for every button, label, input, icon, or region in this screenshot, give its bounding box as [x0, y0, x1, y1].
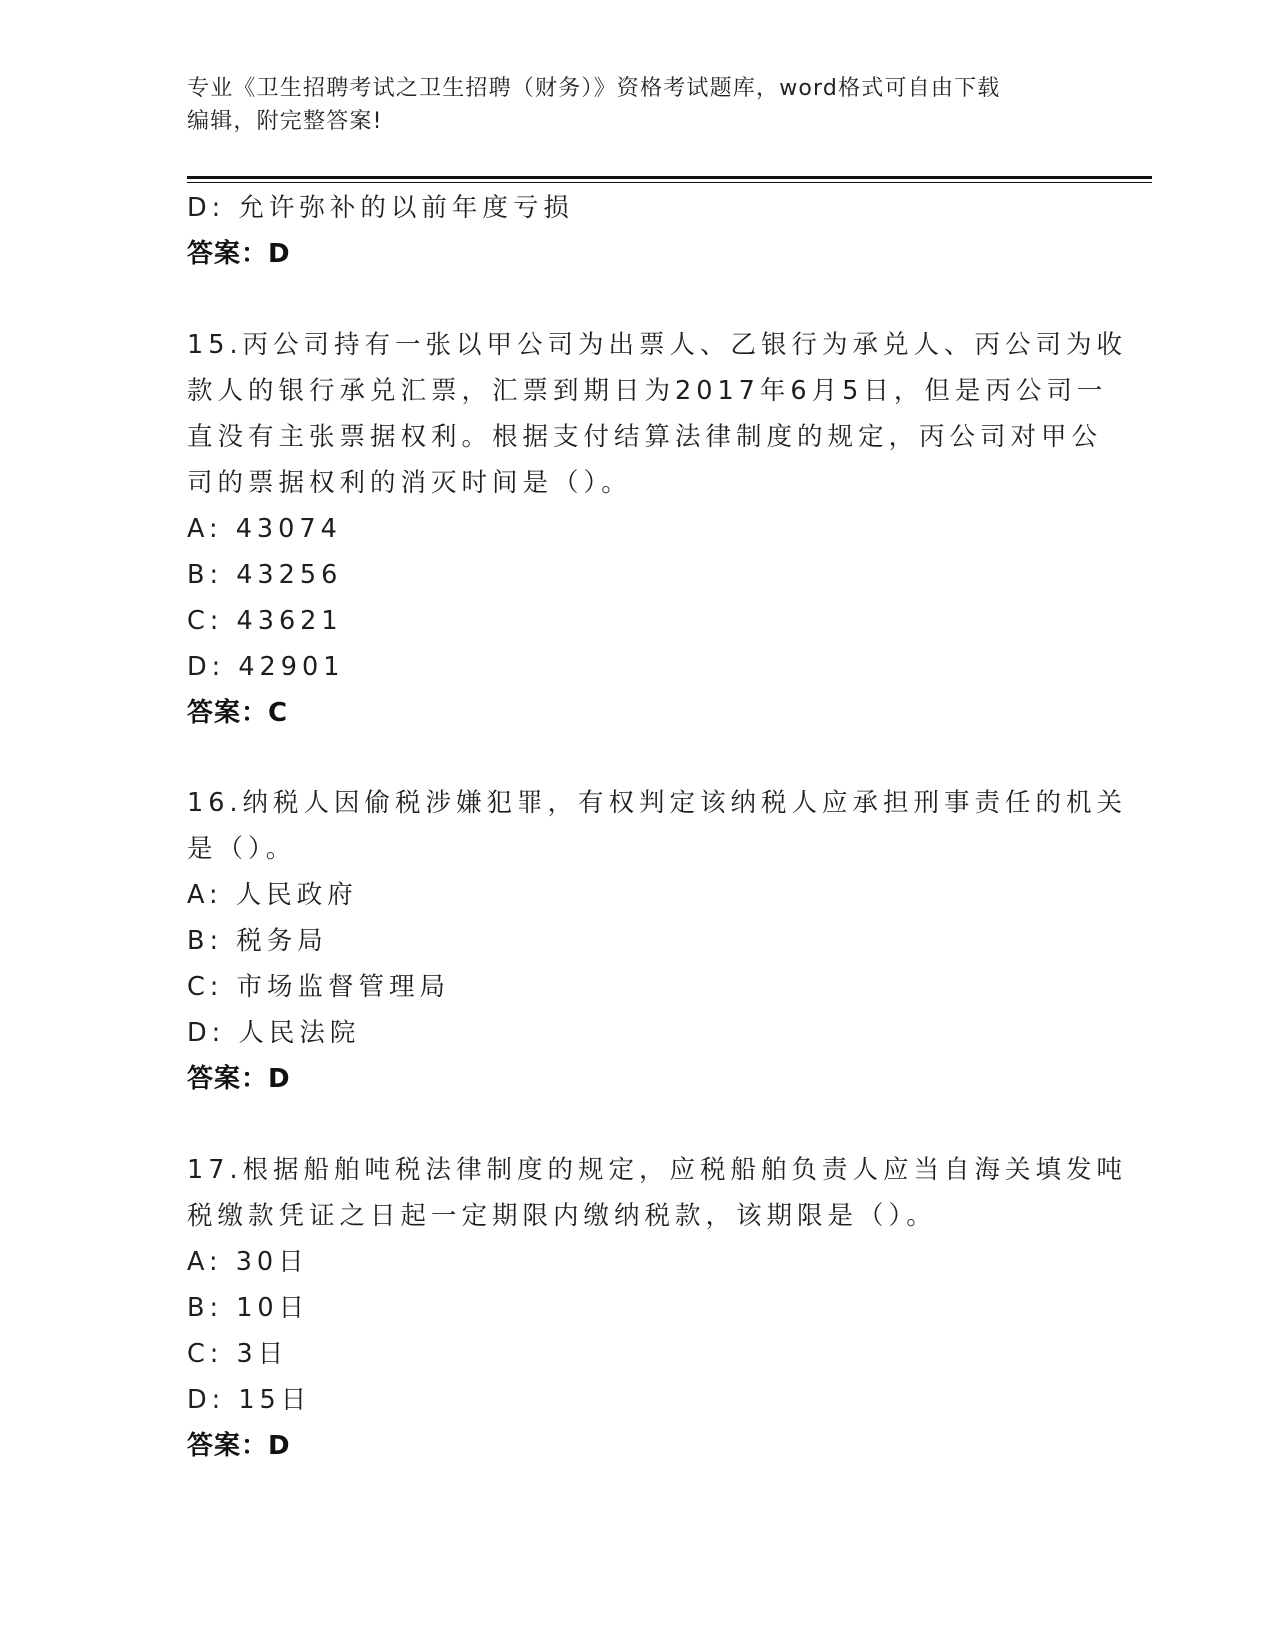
question-text-line: 款人的银行承兑汇票，汇票到期日为2017年6月5日，但是丙公司一	[187, 376, 1108, 406]
question-text-line: 15.丙公司持有一张以甲公司为出票人、乙银行为承兑人、丙公司为收	[187, 330, 1128, 360]
answer-label: 答案：D	[187, 239, 291, 269]
answer-label: 答案：D	[187, 1431, 291, 1461]
header-line-2: 编辑，附完整答案!	[187, 109, 383, 134]
option-c: C: 市场监督管理局	[187, 972, 451, 1002]
document-header	[187, 72, 1087, 138]
option-b: B: 10日	[187, 1293, 310, 1323]
header-divider-thick	[187, 176, 1152, 179]
question-text-line: 司的票据权利的消灭时间是（）。	[187, 468, 632, 498]
option-d: D: 允许弥补的以前年度亏损	[187, 193, 574, 223]
option-d: D: 人民法院	[187, 1018, 361, 1048]
question-text-line: 是（）。	[187, 834, 297, 864]
question-text-line: 税缴款凭证之日起一定期限内缴纳税款，该期限是（）。	[187, 1201, 937, 1231]
question-17	[187, 1147, 1128, 1469]
answer-label: 答案：D	[187, 1064, 291, 1094]
answer-label: 答案：C	[187, 698, 289, 728]
option-c: C: 3日	[187, 1339, 289, 1369]
question-15	[187, 322, 1128, 736]
option-d: D: 42901	[187, 652, 345, 682]
option-a: A: 43074	[187, 514, 342, 544]
question-text-line: 16.纳税人因偷税涉嫌犯罪，有权判定该纳税人应承担刑事责任的机关	[187, 788, 1128, 818]
option-a: A: 人民政府	[187, 880, 358, 910]
option-b: B: 43256	[187, 560, 343, 590]
option-a: A: 30日	[187, 1247, 309, 1277]
question-text-line: 直没有主张票据权利。根据支付结算法律制度的规定，丙公司对甲公	[187, 422, 1103, 452]
option-d: D: 15日	[187, 1385, 312, 1415]
header-divider-thin	[187, 182, 1152, 183]
question-16	[187, 780, 1128, 1102]
option-c: C: 43621	[187, 606, 343, 636]
option-b: B: 税务局	[187, 926, 328, 956]
question-text-line: 17.根据船舶吨税法律制度的规定，应税船舶负责人应当自海关填发吨	[187, 1155, 1128, 1185]
header-line-1: 专业《卫生招聘考试之卫生招聘（财务）》资格考试题库，word格式可自由下载	[187, 76, 1001, 101]
